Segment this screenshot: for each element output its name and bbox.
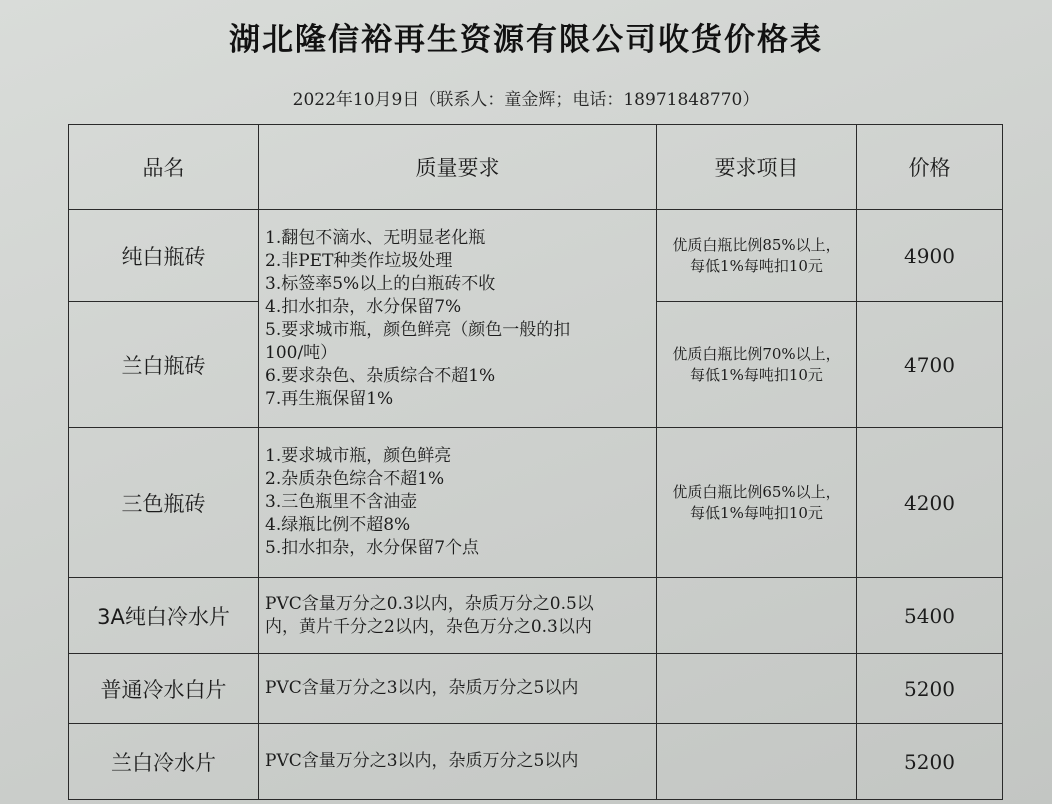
price-value: 4900 bbox=[857, 210, 1003, 302]
table-row bbox=[69, 654, 1003, 724]
quality-line: 3.三色瓶里不含油壶 bbox=[265, 492, 418, 512]
quality-requirements-cell bbox=[259, 210, 657, 428]
header-price: 价格 bbox=[857, 125, 1003, 210]
requirement-line: 每低1%每吨扣10元 bbox=[690, 365, 823, 384]
quality-line: 3.标签率5%以上的白瓶砖不收 bbox=[265, 273, 496, 294]
date-contact-line: 2022年10月9日（联系人：童金辉；电话：18971848770） bbox=[292, 90, 760, 110]
quality-line: PVC含量万分之3以内，杂质万分之5以内 bbox=[265, 678, 579, 698]
table-row bbox=[69, 428, 1003, 578]
quality-line: 4.绿瓶比例不超8% bbox=[265, 515, 411, 535]
requirement-item bbox=[657, 724, 857, 800]
product-name: 3A纯白冷水片 bbox=[69, 578, 259, 654]
quality-line: 2.非PET种类作垃圾处理 bbox=[265, 250, 453, 271]
quality-line: 4.扣水扣杂，水分保留7% bbox=[265, 296, 462, 317]
price-value: 4200 bbox=[857, 428, 1003, 578]
quality-line: 100/吨） bbox=[265, 342, 338, 363]
quality-line: 1.翻包不滴水、无明显老化瓶 bbox=[265, 227, 486, 248]
header-item: 要求项目 bbox=[657, 125, 857, 210]
requirement-item bbox=[657, 578, 857, 654]
price-value: 5200 bbox=[857, 654, 1003, 724]
quality-line: 5.扣水扣杂，水分保留7个点 bbox=[265, 538, 480, 558]
price-value: 5200 bbox=[857, 724, 1003, 800]
quality-line: 6.要求杂色、杂质综合不超1% bbox=[265, 365, 496, 386]
header-name: 品名 bbox=[69, 125, 259, 210]
page-title: 湖北隆信裕再生资源有限公司收货价格表 bbox=[229, 22, 823, 58]
requirement-item bbox=[657, 302, 857, 428]
table-header-row bbox=[69, 125, 1003, 210]
quality-line: PVC含量万分之3以内，杂质万分之5以内 bbox=[265, 751, 579, 771]
requirement-line: 优质白瓶比例65%以上， bbox=[672, 482, 841, 501]
product-name: 兰白瓶砖 bbox=[69, 302, 259, 428]
product-name: 普通冷水白片 bbox=[69, 654, 259, 724]
quality-requirements-cell bbox=[259, 654, 657, 724]
quality-line: PVC含量万分之0.3以内，杂质万分之0.5以 bbox=[265, 593, 594, 614]
requirement-item bbox=[657, 428, 857, 578]
table-row bbox=[69, 578, 1003, 654]
quality-line: 内，黄片千分之2以内，杂色万分之0.3以内 bbox=[265, 616, 592, 637]
price-table bbox=[68, 124, 1003, 800]
quality-line: 1.要求城市瓶，颜色鲜亮 bbox=[265, 446, 452, 466]
product-name: 纯白瓶砖 bbox=[69, 210, 259, 302]
quality-line: 5.要求城市瓶，颜色鲜亮（颜色一般的扣 bbox=[265, 319, 571, 340]
price-value: 4700 bbox=[857, 302, 1003, 428]
quality-requirements-cell bbox=[259, 578, 657, 654]
header-quality: 质量要求 bbox=[259, 125, 657, 210]
price-value: 5400 bbox=[857, 578, 1003, 654]
requirement-line: 每低1%每吨扣10元 bbox=[690, 256, 823, 275]
table-row bbox=[69, 724, 1003, 800]
quality-line: 2.杂质杂色综合不超1% bbox=[265, 469, 445, 489]
quality-requirements-cell bbox=[259, 428, 657, 578]
requirement-item bbox=[657, 210, 857, 302]
quality-requirements-cell bbox=[259, 724, 657, 800]
requirement-line: 优质白瓶比例85%以上， bbox=[672, 235, 841, 254]
quality-line: 7.再生瓶保留1% bbox=[265, 388, 394, 409]
requirement-item bbox=[657, 654, 857, 724]
requirement-line: 每低1%每吨扣10元 bbox=[690, 503, 823, 522]
requirement-line: 优质白瓶比例70%以上， bbox=[672, 344, 841, 363]
product-name: 兰白冷水片 bbox=[69, 724, 259, 800]
table-row bbox=[69, 210, 1003, 302]
product-name: 三色瓶砖 bbox=[69, 428, 259, 578]
